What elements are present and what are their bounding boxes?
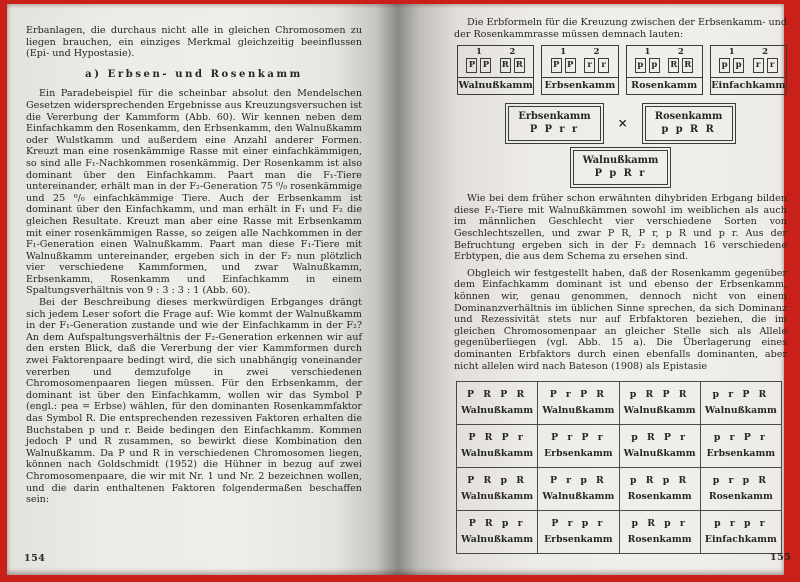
table-cell: P r P R Walnußkamm: [538, 382, 619, 425]
chromosome-2-group: [753, 48, 778, 73]
right-page-intro-paragraph: Die Erbformeln für die Kreuzung zwischen der Erbsenkamm- und der Rosenkammrasse müssen demnach lauten:: [454, 17, 787, 40]
right-page-paragraph-2: Wie bei dem früher schon erwähnten dihybriden Erbgang bilden diese F₁-Tiere mit Walnußkämmen sowohl im weiblichen als auch im männlichen Geschlecht vier verschiedene Sorten von Geschlechtszellen, und zwar P R, P r, p R und p r. Aus der Befruchtung ergeben sich in der F₂ demnach 16 verschiedene Erbtypen, die aus dem Schema zu ersehen sind.: [454, 193, 787, 263]
chromosome-1-group: [719, 48, 744, 73]
chromosome-number: 2: [509, 47, 516, 58]
chromosome-number: 2: [762, 47, 769, 58]
left-page-intro-paragraph: Erbanlagen, die durchaus nicht alle in gleichen Chromosomen zu liegen brauchen, ein einziges Merkmal gleichzeitig beeinflussen (Epi- und Hypostasie).: [26, 25, 362, 60]
table-row: [457, 468, 782, 511]
allele-box: P: [480, 58, 491, 73]
chromosome-number: 2: [677, 47, 684, 58]
table-cell: p R p R Rosenkamm: [619, 468, 700, 511]
table-cell: p R P r Walnußkamm: [619, 425, 700, 468]
table-cell: p r P R Walnußkamm: [700, 382, 781, 425]
cross-symbol: ×: [617, 115, 628, 130]
chromosome-number: 1: [475, 47, 482, 58]
book-spread: [7, 4, 792, 575]
allele-box: p: [649, 58, 660, 73]
table-cell: P R p r Walnußkamm: [457, 511, 538, 554]
table-row: [457, 511, 782, 554]
chromosome-number: 1: [728, 47, 735, 58]
allele-box: r: [598, 58, 609, 73]
allele-box: p: [719, 58, 730, 73]
table-cell: p r p R Rosenkamm: [700, 468, 781, 511]
chromosome-2-group: [584, 48, 609, 73]
genotype-box-label: Walnußkamm: [458, 77, 533, 94]
left-page-paragraph-1: Ein Paradebeispiel für die scheinbar absolut den Mendelschen Gesetzen widersprechenden Ergebnisse aus Kreuzungsversuchen ist die Vererbung der Kammform (Abb. 60). Wir kennen neben dem Einfachkamm den Rosenkamm, den Erbsenkamm, den Walnußkamm oder Wulstkamm und außerdem eine Anzahl anderer Formen. Kreuzt man eine rosenkämmige Rasse mit einer einfachkämmigen, so sind alle F₁-Nachkommen rosenkämmig. Der Rosenkamm ist also dominant über den Einfachkamm. Paart man die F₁-Tiere untereinander, erhält man in der F₂-Generation 75 ⁰/₀ rosenkämmige und 25 ⁰/₀ einfachkämmige Tiere. Auch der Erbsenkamm ist dominant über den Einfachkamm, und man erhält in F₁ und F₂ die gleichen Resultate. Kreuzt man aber eine Rasse mit Erbsenkamm mit einer rosenkämmigen Rasse, so zeigen alle Nachkommen in der F₁-Generation einen Walnußkamm. Paart man diese F₁-Tiere mit Walnußkamm untereinander, ergeben sich in der F₂ nun plötzlich vier verschiedene Kammformen, und zwar Walnußkamm, Erbsenkamm, Rosenkamm und Einfachkamm in einem Spaltungsverhältnis von 9 : 3 : 3 : 1 (Abb. 60).: [26, 88, 362, 297]
table-cell: P R p R Walnußkamm: [457, 468, 538, 511]
cross-parent-rosenkamm: [645, 106, 733, 141]
table-cell: p R p r Rosenkamm: [619, 511, 700, 554]
table-cell: P r P r Erbsenkamm: [538, 425, 619, 468]
chromosome-1-group: [466, 48, 491, 73]
allele-box: r: [753, 58, 764, 73]
section-heading: a) Erbsen- und Rosenkamm: [85, 68, 303, 80]
table-cell: p r p r Einfachkamm: [700, 511, 781, 554]
allele-box: p: [733, 58, 744, 73]
allele-box: R: [500, 58, 511, 73]
chromosome-1-group: [635, 48, 660, 73]
right-page-paragraph-3: Obgleich wir festgestellt haben, daß der Rosenkamm gegenüber dem Einfachkamm dominant ist und ebenso der Erbsenkamm, können wir, genau genommen, dennoch nicht von einem Dominanzverhältnis im üblichen Sinne sprechen, da sich Dominanz und Rezessivität stets nur auf Erbfaktoren beziehen, die im gleichen Chromosomenpaar an gleicher Stelle sich als Allele gegenüberliegen (vgl. Abb. 15 a). Die Überlagerung eines dominanten Erbfaktors durch einen ebenfalls dominanten, aber nicht allelen wird nach Bateson (1908) als Epistasie: [454, 267, 787, 372]
allele-box: r: [584, 58, 595, 73]
offspring-genotype: P p R r: [594, 168, 647, 180]
allele-box: P: [466, 58, 477, 73]
cross-offspring-walnusskamm: [573, 150, 669, 185]
allele-box: p: [635, 58, 646, 73]
parent-genotype: p p R R: [661, 124, 716, 136]
table-cell: P R P r Walnußkamm: [457, 425, 538, 468]
parent-name: Erbsenkamm: [518, 111, 591, 123]
allele-box: r: [767, 58, 778, 73]
chromosome-number: 1: [644, 47, 651, 58]
chromosome-1-group: [551, 48, 576, 73]
cross-diagram: [454, 106, 787, 185]
chromosome-number: 2: [593, 47, 600, 58]
table-cell: P r p R Walnußkamm: [538, 468, 619, 511]
table-row: [457, 382, 782, 425]
allele-box: R: [668, 58, 679, 73]
table-cell: P r p r Erbsenkamm: [538, 511, 619, 554]
chromosome-2-group: [500, 48, 525, 73]
left-page: [26, 25, 362, 506]
allele-box: R: [514, 58, 525, 73]
page-number-right: 155: [770, 552, 792, 563]
chromosome-2-group: [668, 48, 693, 73]
chromosome-number: 1: [560, 47, 567, 58]
parent-name: Rosenkamm: [654, 111, 723, 123]
allele-box: P: [551, 58, 562, 73]
page-number-left: 154: [24, 553, 46, 564]
left-page-paragraph-2: Bei der Beschreibung dieses merkwürdigen Erbganges drängt sich jedem Leser sofort die Frage auf: Wie kommt der Walnußkamm in der F₁-Generation zustande und wie der Einfachkamm in der F₂? An dem Aufspaltungsverhältnis der F₂-Generation erkennen wir auf den ersten Blick, daß die Vererbung der vier Kammformen durch zwei Faktorenpaare bedingt wird, die sich unabhängig voneinander vererben und demzufolge in zwei verschiedenen Chromosomenpaaren liegen müssen. Für den Erbsenkamm, der dominant ist über den Einfachkamm, wollen wir das Symbol P (engl.: pea = Erbse) wählen, für den dominanten Rosenkammfaktor das Symbol R. Die entsprechenden rezessiven Faktoren erhalten die Buchstaben p und r. Beide bedingen den Einfachkamm. Kommen jedoch P und R zusammen, so bewirkt diese Kombination den Walnußkamm. Da P und R in verschiedenen Chromosomen liegen, können nach Goldschmidt (1952) die Hühner in bezug auf zwei Chromosomenpaare, die wir mit Nr. 1 und Nr. 2 bezeichnen wollen, und die darin enthaltenen Faktoren folgendermaßen beschaffen sein:: [26, 297, 362, 506]
genotype-box-label: Einfachkamm: [711, 77, 786, 94]
genotype-box-rosenkamm: [626, 45, 703, 95]
table-cell: p R P R Walnußkamm: [619, 382, 700, 425]
genotype-box-label: Rosenkamm: [627, 77, 702, 94]
genotype-box-label: Erbsenkamm: [542, 77, 617, 94]
parent-genotype: P P r r: [529, 124, 580, 136]
table-row: [457, 425, 782, 468]
table-cell: P R P R Walnußkamm: [457, 382, 538, 425]
table-cell: p r P r Erbsenkamm: [700, 425, 781, 468]
genotype-box-walnusskamm: [457, 45, 534, 95]
allele-box: R: [682, 58, 693, 73]
offspring-name: Walnußkamm: [582, 155, 659, 167]
genotype-box-erbsenkamm: [541, 45, 618, 95]
allele-box: P: [565, 58, 576, 73]
cross-parent-erbsenkamm: [508, 106, 600, 141]
f2-genotype-table: [456, 381, 782, 554]
genotype-boxes-row: [457, 45, 787, 95]
right-page: [454, 17, 787, 554]
genotype-box-einfachkamm: [710, 45, 787, 95]
